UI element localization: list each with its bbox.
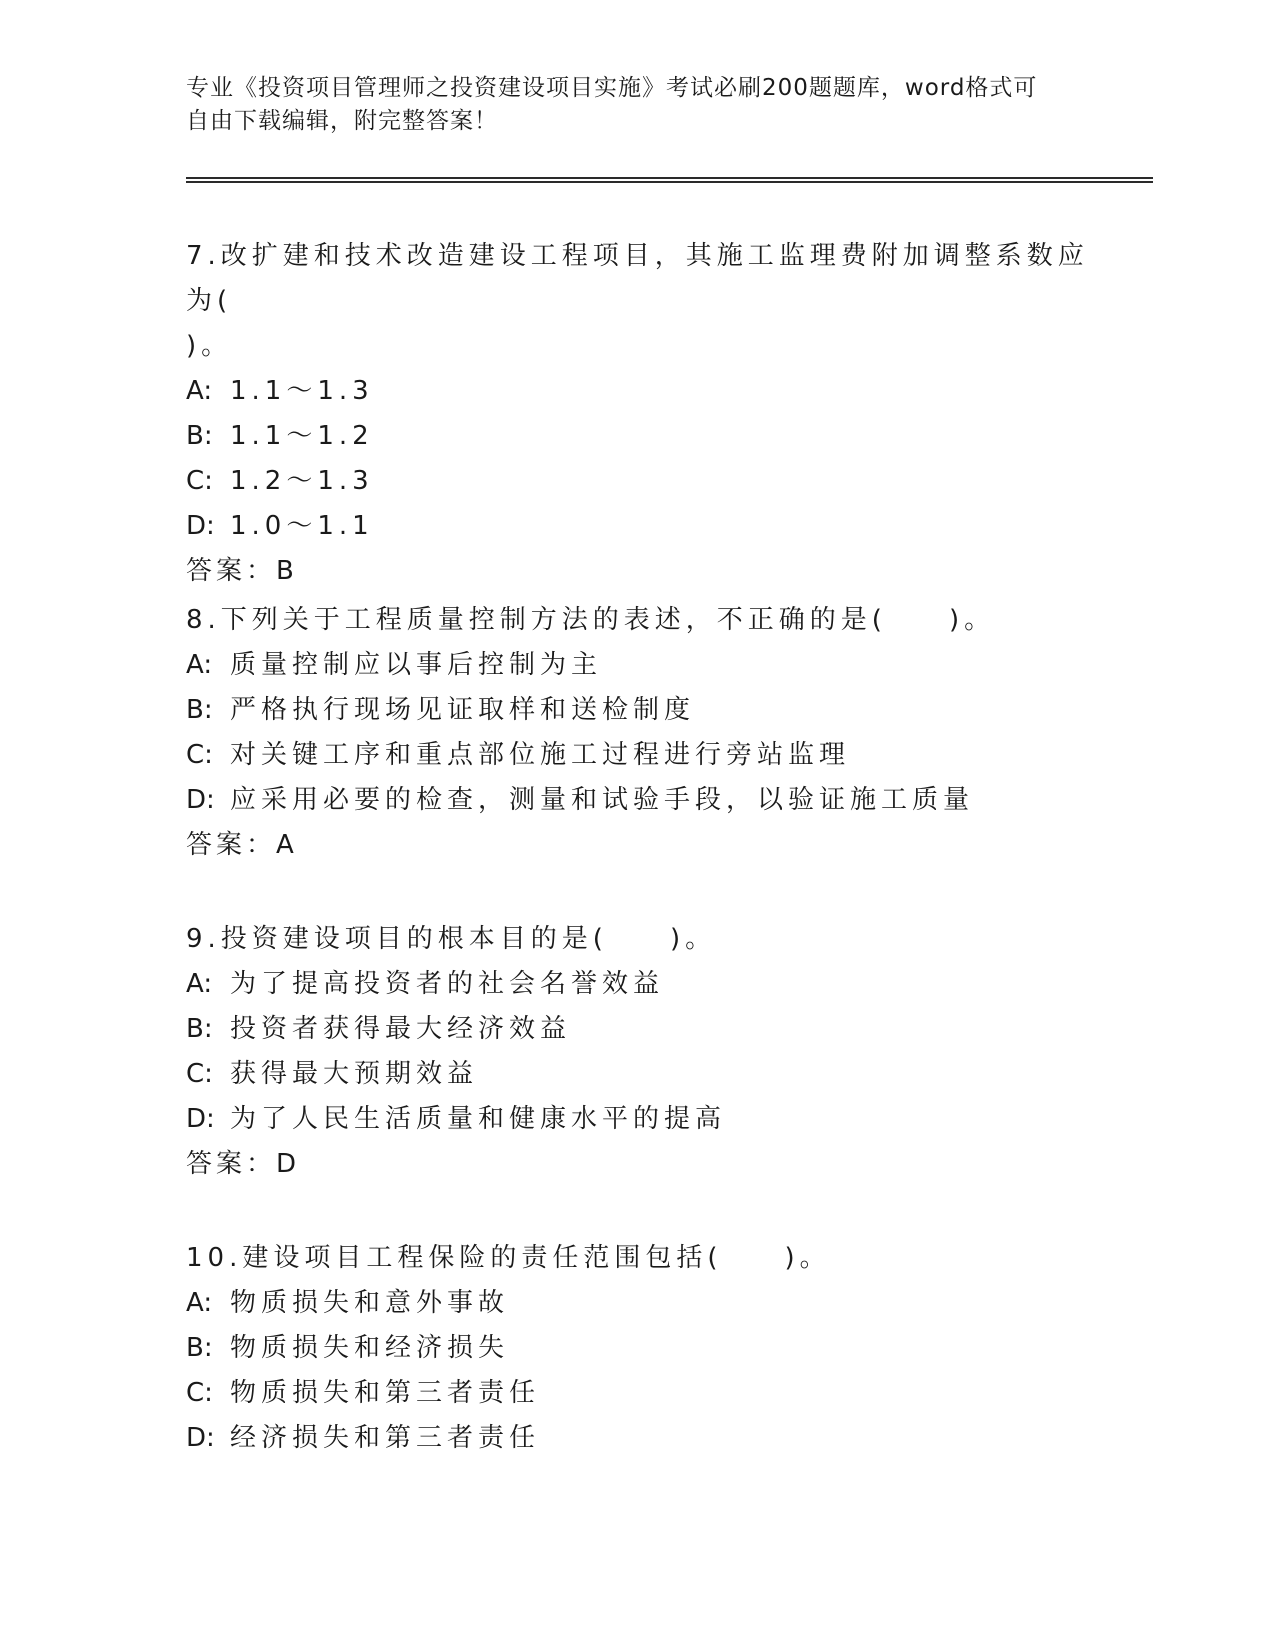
answer-label: 答案：: [186, 556, 277, 586]
answer-line: [186, 1142, 1106, 1187]
option-letter: B:: [186, 1014, 213, 1044]
answer-label: 答案：: [186, 830, 277, 860]
question-9: [186, 917, 1106, 1187]
option-letter: D:: [186, 1104, 215, 1134]
header-line-2: 自由下载编辑，附完整答案！: [186, 108, 498, 134]
option-text: 1.0～1.1: [230, 511, 374, 541]
question-7: [186, 234, 1106, 594]
option-text: 物质损失和经济损失: [230, 1333, 510, 1363]
header-divider-bottom: [186, 181, 1153, 183]
option-letter: A:: [186, 1288, 213, 1318]
document-header: [186, 72, 1086, 138]
option-d: [186, 504, 1106, 549]
option-text: 为了提高投资者的社会名誉效益: [230, 969, 665, 999]
option-d: [186, 778, 1106, 823]
option-b: [186, 1326, 1106, 1371]
answer-value: D: [276, 1149, 299, 1179]
option-b: [186, 688, 1106, 733]
option-b: [186, 414, 1106, 459]
option-letter: A:: [186, 650, 213, 680]
header-divider-top: [186, 177, 1153, 179]
option-d: [186, 1416, 1106, 1461]
option-letter: C:: [186, 740, 213, 770]
option-letter: C:: [186, 1378, 213, 1408]
option-text: 严格执行现场见证取样和送检制度: [230, 695, 696, 725]
option-letter: A:: [186, 969, 213, 999]
header-line-1: 专业《投资项目管理师之投资建设项目实施》考试必刷200题题库，word格式可: [186, 75, 1038, 101]
question-stem-continuation: )。: [186, 331, 233, 361]
option-a: [186, 962, 1106, 1007]
option-letter: D:: [186, 511, 215, 541]
question-stem: 7.改扩建和技术改造建设工程项目，其施工监理费附加调整系数应为(: [186, 241, 1089, 316]
option-letter: B:: [186, 1333, 213, 1363]
option-text: 为了人民生活质量和健康水平的提高: [230, 1104, 727, 1134]
option-letter: D:: [186, 785, 215, 815]
option-text: 1.2～1.3: [230, 466, 374, 496]
question-stem: 9.投资建设项目的根本目的是( )。: [186, 924, 717, 954]
option-a: [186, 369, 1106, 414]
option-c: [186, 459, 1106, 504]
option-text: 对关键工序和重点部位施工过程进行旁站监理: [230, 740, 851, 770]
option-text: 应采用必要的检查，测量和试验手段，以验证施工质量: [230, 785, 975, 815]
option-letter: B:: [186, 695, 213, 725]
answer-line: [186, 549, 1106, 594]
option-text: 物质损失和第三者责任: [230, 1378, 541, 1408]
option-a: [186, 643, 1106, 688]
question-8: [186, 598, 1106, 868]
option-letter: D:: [186, 1423, 215, 1453]
option-text: 获得最大预期效益: [230, 1059, 479, 1089]
option-d: [186, 1097, 1106, 1142]
option-text: 投资者获得最大经济效益: [230, 1014, 572, 1044]
question-stem: 8.下列关于工程质量控制方法的表述，不正确的是( )。: [186, 605, 996, 635]
option-letter: C:: [186, 466, 213, 496]
option-letter: A:: [186, 376, 213, 406]
question-10: [186, 1236, 1106, 1461]
option-c: [186, 1052, 1106, 1097]
option-text: 1.1～1.3: [230, 376, 374, 406]
answer-line: [186, 823, 1106, 868]
option-text: 物质损失和意外事故: [230, 1288, 510, 1318]
answer-value: A: [276, 830, 296, 860]
option-a: [186, 1281, 1106, 1326]
option-letter: C:: [186, 1059, 213, 1089]
option-letter: B:: [186, 421, 213, 451]
answer-value: B: [276, 556, 296, 586]
question-stem: 10.建设项目工程保险的责任范围包括( )。: [186, 1243, 831, 1273]
option-b: [186, 1007, 1106, 1052]
option-text: 1.1～1.2: [230, 421, 374, 451]
answer-label: 答案：: [186, 1149, 277, 1179]
option-text: 经济损失和第三者责任: [230, 1423, 541, 1453]
option-c: [186, 733, 1106, 778]
option-text: 质量控制应以事后控制为主: [230, 650, 603, 680]
option-c: [186, 1371, 1106, 1416]
